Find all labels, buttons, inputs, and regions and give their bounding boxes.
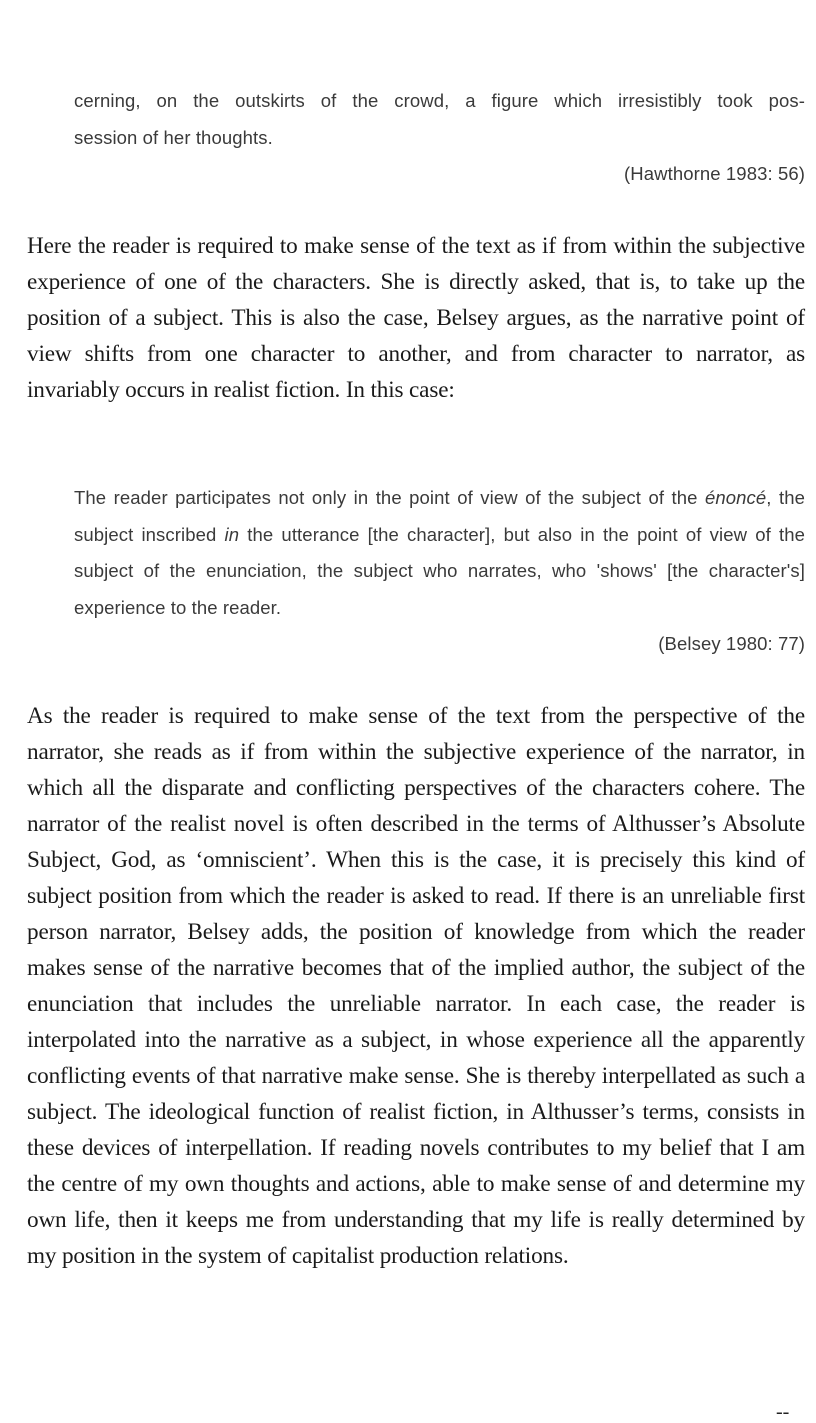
block-quote-belsey bbox=[74, 480, 805, 663]
page-number: -- bbox=[776, 1401, 790, 1423]
quote-italic-in: in bbox=[224, 523, 240, 545]
body-paragraph-2: As the reader is required to make sense of the text from the perspective of the narrator, she reads as if from within the subjective experience of the narrator, in which all the disparate and conflicting perspectives of the characters cohere. The narrator of the realist novel is often described in the terms of Althusser’s Absolute Subject, God, as ‘omniscient’. When this is the case, it is precisely this kind of subject position from which the reader is asked to read. If there is an unreliable first person narrator, Belsey adds, the position of knowledge from which the reader makes sense of the narrative becomes that of the implied author, the subject of the enunciation that includes the unreliable narrator. In each case, the reader is interpolated into the narrative as a subject, in whose experience all the apparently conflicting events of that narrative make sense. She is thereby interpellated as such a subject. The ideological function of realist fiction, in Althusser’s terms, consists in these devices of interpellation. If reading novels contributes to my belief that I am the centre of my own thoughts and actions, able to make sense of and determine my own life, then it keeps me from understanding that my life is really determined by my position in the system of capitalist production relations. bbox=[27, 703, 805, 1269]
quote-citation: (Hawthorne 1983: 56) bbox=[624, 163, 805, 184]
block-quote-hawthorne bbox=[74, 83, 805, 193]
body-paragraph-1: Here the reader is required to make sense of the text as if from within the subjective experience of one of the characters. She is directly asked, that is, to take up the position of a subject. This is also the case, Belsey argues, as the narrative point of view shifts from one character to another, and from character to narrator, as invariably occurs in realist fiction. In this case: bbox=[27, 233, 805, 403]
quote-text bbox=[74, 480, 805, 626]
quote-line-1: cerning, on the outskirts of the crowd, a figure which irresistibly took pos- bbox=[74, 90, 805, 111]
quote-italic-enonce: énoncé bbox=[704, 487, 767, 508]
quote-text-part: , the subject inscribed bbox=[74, 487, 805, 545]
quote-text-part: the utterance [the character], but also in the point of view of the subject of the enunciation, the subject who narrates, who 'shows' [the character's] experience to the reader. bbox=[74, 523, 805, 618]
quote-line-2: session of her thoughts. bbox=[74, 126, 273, 148]
quote-text-part: The reader participates not only in the point of view of the subject of the bbox=[74, 487, 705, 508]
quote-citation: (Belsey 1980: 77) bbox=[658, 633, 805, 654]
